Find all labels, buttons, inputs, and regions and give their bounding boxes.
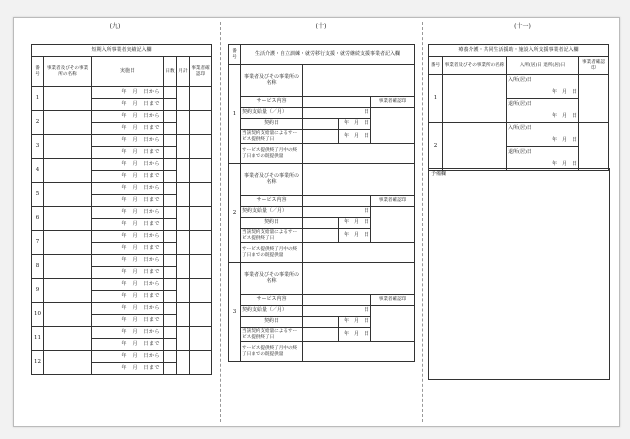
in-date[interactable]: 年 月 日 [507,135,579,147]
confirm-cell[interactable] [190,303,212,327]
provider-cell[interactable] [303,263,415,295]
service-label: サービス内容 [241,295,303,306]
table-row [32,207,212,219]
end-date[interactable]: 年 月 日 [339,229,371,243]
table-row [32,279,212,291]
days-cell[interactable] [164,303,177,315]
service-cell[interactable] [303,196,371,207]
provider-cell[interactable] [44,111,92,135]
in-date[interactable]: 年 月 日 [507,87,579,99]
notes-label: 予備欄 [431,171,447,177]
short-stay-table [31,44,212,375]
date-from[interactable]: 年 月 日から [92,303,164,315]
confirm-cell[interactable] [190,255,212,279]
last-cell[interactable] [303,243,415,263]
contract-blank[interactable] [303,218,339,229]
provider-cell[interactable] [44,351,92,375]
date-to[interactable]: 年 月 日まで [92,195,164,207]
table-row [229,243,415,263]
table-row [32,183,212,195]
table-title: 療養介護・共同生活援助・施設入所支援事業者記入欄 [429,45,609,57]
count-cell[interactable] [177,327,190,351]
days-cell[interactable] [164,231,177,243]
row-number: 12 [32,351,44,375]
panel-right [426,18,619,426]
count-cell[interactable] [177,159,190,183]
table-title: 生活介護・自立訓練・就労移行支援・就労継続支援事業者記入欄 [241,45,415,65]
row-number: 5 [32,183,44,207]
days-cell[interactable] [164,267,177,279]
row-number: 8 [32,255,44,279]
confirm-cell[interactable] [190,87,212,111]
days-cell[interactable] [164,183,177,195]
notes-box[interactable] [428,168,610,380]
table-row [32,159,212,171]
panel-middle-title: (十) [315,23,327,30]
confirm-cell[interactable] [190,279,212,303]
date-from[interactable]: 年 月 日から [92,231,164,243]
residential-table [428,44,609,171]
provider-cell[interactable] [44,279,92,303]
date-to[interactable]: 年 月 日まで [92,171,164,183]
table-row [429,75,609,87]
contract-date[interactable]: 年 月 日 [339,317,371,328]
col-confirm: 事業者確認印 [579,57,609,75]
contract-date[interactable]: 年 月 日 [339,218,371,229]
days-cell[interactable] [164,243,177,255]
end-label: 当該契約支給量によるサービス提供終了日 [241,328,303,342]
divider-2 [422,22,423,422]
end-date[interactable]: 年 月 日 [339,130,371,144]
row-number: 1 [32,87,44,111]
panel-left [14,18,216,426]
date-from[interactable]: 年 月 日から [92,351,164,363]
confirm-cell[interactable] [190,207,212,231]
service-label: サービス内容 [241,97,303,108]
col-dates: 入所(居)日 退所(居)日 [507,57,579,75]
row-number: 6 [32,207,44,231]
row-number: 1 [429,75,443,123]
table-row [32,135,212,147]
provider-cell[interactable] [44,159,92,183]
col-days: 日数 [164,57,177,87]
days-cell[interactable] [164,339,177,351]
provider-cell[interactable] [44,327,92,351]
col-count: 月計 [177,57,190,87]
table-row [32,255,212,267]
days-cell[interactable] [164,135,177,147]
days-cell[interactable] [164,159,177,171]
days-cell[interactable] [164,171,177,183]
col-provider: 事業者及びその事業所の名称 [44,57,92,87]
days-cell[interactable] [164,123,177,135]
days-cell[interactable] [164,195,177,207]
col-num: 番号 [229,45,241,65]
row-number: 9 [32,279,44,303]
count-cell[interactable] [177,87,190,111]
table-row [229,164,415,196]
panel-left-title: (九) [109,23,121,30]
table-row [229,144,415,164]
row-number: 2 [32,111,44,135]
confirm-cell[interactable] [579,75,609,123]
provider-cell[interactable] [44,135,92,159]
last-cell[interactable] [303,144,415,164]
end-label: 当該契約支給量によるサービス提供終了日 [241,229,303,243]
date-from[interactable]: 年 月 日から [92,183,164,195]
date-to[interactable]: 年 月 日まで [92,267,164,279]
table-row [32,231,212,243]
contract-label: 契約日 [241,119,303,130]
date-from[interactable]: 年 月 日から [92,279,164,291]
days-cell[interactable] [164,99,177,111]
table-row [32,111,212,123]
panel-middle [224,18,418,426]
provider-cell[interactable] [443,123,507,171]
date-from[interactable]: 年 月 日から [92,87,164,99]
table-row [229,342,415,362]
date-to[interactable]: 年 月 日まで [92,123,164,135]
table-row [32,327,212,339]
contract-label: 契約日 [241,218,303,229]
date-to[interactable]: 年 月 日まで [92,219,164,231]
confirm-cell[interactable] [579,123,609,171]
days-cell[interactable] [164,111,177,123]
table-row [229,108,415,119]
last-cell[interactable] [303,342,415,362]
count-cell[interactable] [177,207,190,231]
out-date[interactable]: 年 月 日 [507,111,579,123]
date-from[interactable]: 年 月 日から [92,207,164,219]
confirm-label: 事業者確認印 [371,97,415,108]
out-label: 退所(居)日 [507,147,579,159]
provider-cell[interactable] [303,65,415,97]
last-label: サービス提供終了月中の終了日までの既提供量 [241,144,303,164]
table-row [229,306,415,317]
row-number: 1 [229,65,241,164]
table-row [229,65,415,97]
provider-cell[interactable] [44,255,92,279]
contract-label: 契約日 [241,317,303,328]
provider-cell[interactable] [44,207,92,231]
count-cell[interactable] [177,255,190,279]
table-title: 短期入所事業者実績記入欄 [32,45,212,57]
table-row [229,263,415,295]
row-number: 3 [32,135,44,159]
table-row [32,351,212,363]
form-sheet [13,17,620,427]
row-number: 2 [229,164,241,263]
confirm-label: 事業者確認印 [371,196,415,207]
count-cell[interactable] [177,135,190,159]
divider-1 [220,22,221,422]
count-cell[interactable] [177,231,190,255]
col-num: 番号 [429,57,443,75]
amount-label: 契約支給量（／月） [241,207,303,218]
table-row [229,295,415,306]
confirm-cell[interactable] [190,111,212,135]
provider-label: 事業者及びその事業所の名称 [241,263,303,295]
provider-label: 事業者及びその事業所の名称 [241,65,303,97]
contract-blank[interactable] [303,317,339,328]
provider-cell[interactable] [44,231,92,255]
date-from[interactable]: 年 月 日から [92,327,164,339]
days-cell[interactable] [164,327,177,339]
day-service-table [228,44,415,362]
confirm-cell[interactable] [190,351,212,375]
service-cell[interactable] [303,295,371,306]
days-cell[interactable] [164,255,177,267]
count-cell[interactable] [177,111,190,135]
date-from[interactable]: 年 月 日から [92,111,164,123]
provider-cell[interactable] [44,87,92,111]
in-label: 入所(居)日 [507,75,579,87]
days-cell[interactable] [164,279,177,291]
row-number: 4 [32,159,44,183]
count-cell[interactable] [177,183,190,207]
end-date[interactable]: 年 月 日 [339,328,371,342]
date-from[interactable]: 年 月 日から [92,135,164,147]
confirm-cell[interactable] [190,159,212,183]
provider-cell[interactable] [443,75,507,123]
row-number: 3 [229,263,241,362]
date-to[interactable]: 年 月 日まで [92,147,164,159]
days-cell[interactable] [164,291,177,303]
service-label: サービス内容 [241,196,303,207]
days-cell[interactable] [164,315,177,327]
end-blank[interactable] [303,229,339,243]
amount-label: 契約支給量（／月） [241,108,303,119]
confirm-cell[interactable] [190,183,212,207]
days-cell[interactable] [164,219,177,231]
contract-blank[interactable] [303,119,339,130]
provider-cell[interactable] [44,183,92,207]
col-provider: 事業者及びその事業所の名称 [443,57,507,75]
row-number: 2 [429,123,443,171]
last-label: サービス提供終了月中の終了日までの既提供量 [241,243,303,263]
date-to[interactable]: 年 月 日まで [92,291,164,303]
confirm-cell[interactable] [190,135,212,159]
table-row [429,123,609,135]
col-period: 実施日 [92,57,164,87]
out-date[interactable]: 年 月 日 [507,159,579,171]
table-row [229,207,415,218]
days-cell[interactable] [164,87,177,99]
date-to[interactable]: 年 月 日まで [92,243,164,255]
days-cell[interactable] [164,363,177,375]
count-cell[interactable] [177,303,190,327]
confirm-label: 事業者確認印 [371,295,415,306]
amount-label: 契約支給量（／月） [241,306,303,317]
count-cell[interactable] [177,279,190,303]
contract-date[interactable]: 年 月 日 [339,119,371,130]
out-label: 退所(居)日 [507,99,579,111]
date-from[interactable]: 年 月 日から [92,255,164,267]
confirm-cell[interactable] [190,327,212,351]
table-row [32,303,212,315]
row-number: 10 [32,303,44,327]
confirm-cell[interactable] [371,207,415,243]
date-to[interactable]: 年 月 日まで [92,315,164,327]
days-cell[interactable] [164,351,177,363]
end-blank[interactable] [303,130,339,144]
col-confirm: 事業者確認印 [190,57,212,87]
row-number: 7 [32,231,44,255]
service-cell[interactable] [303,97,371,108]
amount-cell[interactable]: 日 [303,207,371,218]
date-to[interactable]: 年 月 日まで [92,339,164,351]
last-label: サービス提供終了月中の終了日までの既提供量 [241,342,303,362]
provider-cell[interactable] [303,164,415,196]
confirm-cell[interactable] [371,306,415,342]
date-from[interactable]: 年 月 日から [92,159,164,171]
end-blank[interactable] [303,328,339,342]
table-row [229,97,415,108]
provider-label: 事業者及びその事業所の名称 [241,164,303,196]
col-num: 番号 [32,57,44,87]
days-cell[interactable] [164,207,177,219]
date-to[interactable]: 年 月 日まで [92,99,164,111]
date-to[interactable]: 年 月 日まで [92,363,164,375]
days-cell[interactable] [164,147,177,159]
end-label: 当該契約支給量によるサービス提供終了日 [241,130,303,144]
count-cell[interactable] [177,351,190,375]
table-row [32,87,212,99]
confirm-cell[interactable] [371,108,415,144]
row-number: 11 [32,327,44,351]
amount-cell[interactable]: 日 [303,108,371,119]
confirm-cell[interactable] [190,231,212,255]
amount-cell[interactable]: 日 [303,306,371,317]
provider-cell[interactable] [44,303,92,327]
in-label: 入所(居)日 [507,123,579,135]
table-row [229,196,415,207]
panel-right-title: (十一) [514,23,531,30]
